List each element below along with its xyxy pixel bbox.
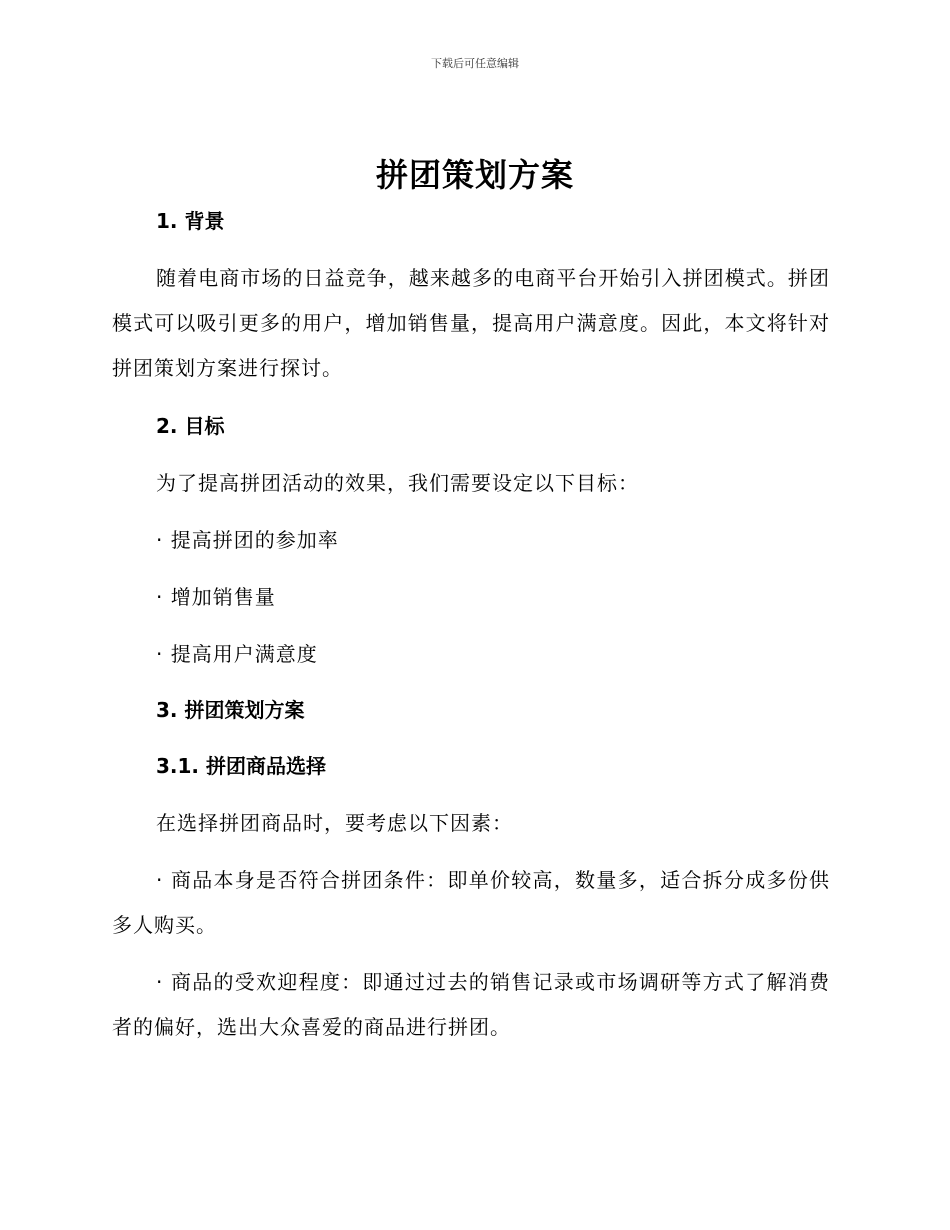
- paragraph-background: 随着电商市场的日益竞争，越来越多的电商平台开始引入拼团模式。拼团模式可以吸引更多的用户，增加销售量，提高用户满意度。因此，本文将针对拼团策划方案进行探讨。: [112, 266, 830, 380]
- selection-factor-item: · 商品本身是否符合拼团条件：即单价较高，数量多，适合拆分成多份供多人购买。: [112, 868, 830, 937]
- goal-item: · 提高用户满意度: [156, 642, 318, 666]
- section-heading-plan: 3. 拼团策划方案: [156, 698, 305, 722]
- paragraph-selection-intro: 在选择拼团商品时，要考虑以下因素：: [156, 811, 513, 835]
- subsection-heading-product-selection: 3.1. 拼团商品选择: [156, 754, 326, 778]
- selection-factor-item: · 商品的受欢迎程度：即通过过去的销售记录或市场调研等方式了解消费者的偏好，选出大众喜爱的商品进行拼团。: [112, 970, 830, 1039]
- document-body: [112, 200, 830, 1050]
- goal-item: · 提高拼团的参加率: [156, 528, 339, 552]
- header-note: 下载后可任意编辑: [431, 57, 519, 70]
- section-heading-goals: 2. 目标: [156, 414, 225, 438]
- goal-item: · 增加销售量: [156, 585, 276, 609]
- paragraph-goals-intro: 为了提高拼团活动的效果，我们需要设定以下目标：: [156, 471, 639, 495]
- document-title: 拼团策划方案: [375, 156, 574, 194]
- section-heading-background: 1. 背景: [156, 209, 225, 233]
